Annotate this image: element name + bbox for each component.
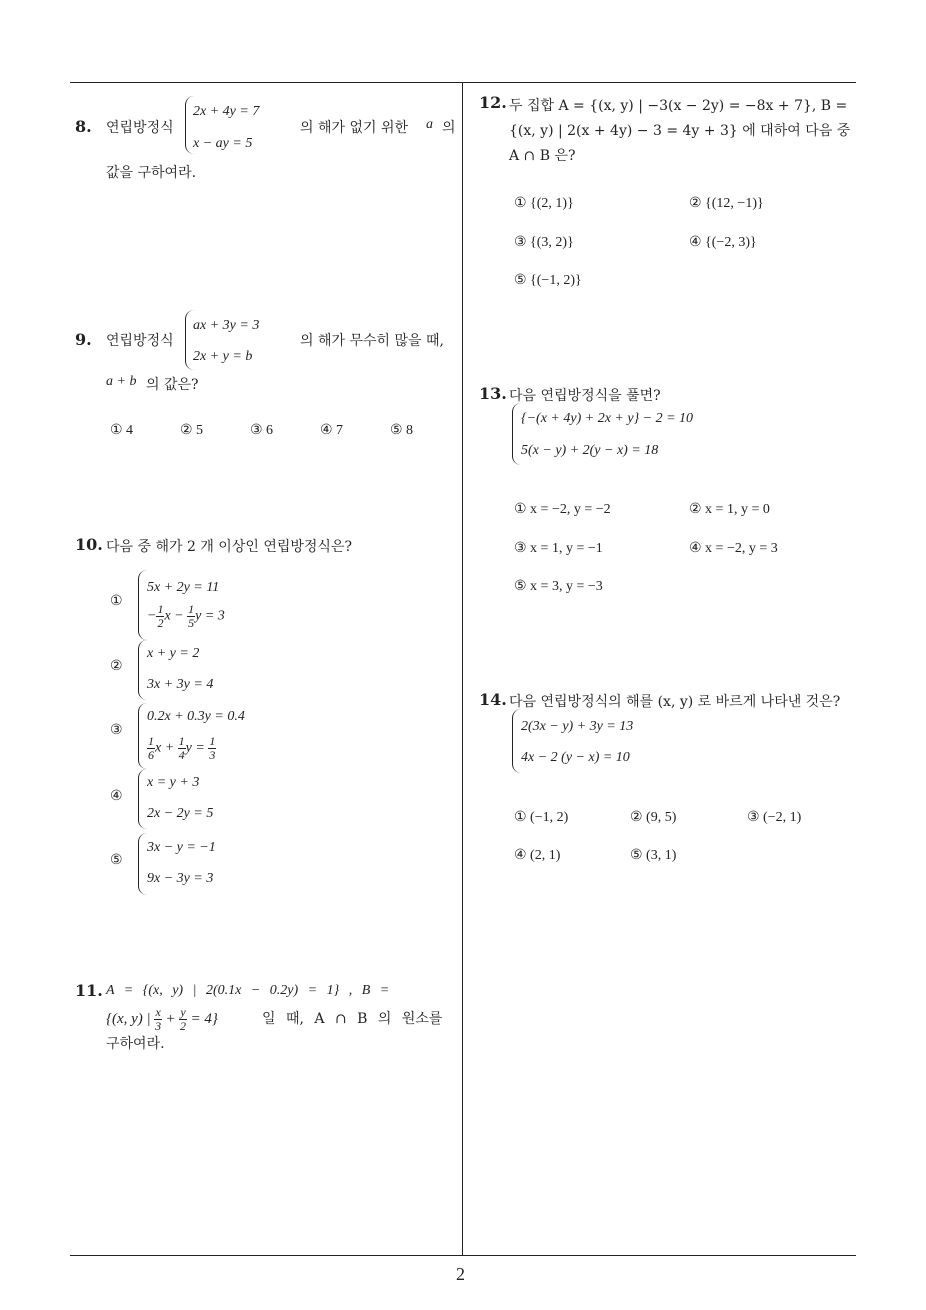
choice-3[interactable]: ③ (−2, 1) [747, 810, 802, 825]
set-a-definition: A = {(x, y) | 2(0.1x − 0.2y) = 1} , B = [106, 983, 390, 998]
choice-3[interactable]: ③ x = 1, y = −1 [514, 541, 603, 556]
system-brace [138, 833, 147, 895]
fraction: $\frac{y}{2}$ [180, 1005, 187, 1033]
choice-5[interactable]: ⑤ x = 3, y = −3 [514, 579, 603, 594]
column-divider [462, 82, 463, 1256]
choice-4[interactable]: ④ x = −2, y = 3 [689, 541, 778, 556]
choice-1[interactable]: ① x = −2, y = −2 [514, 502, 611, 517]
question-text: 다음 중 해가 2 개 이상인 연립방정식은? [106, 539, 352, 555]
equation-1: 2(3x − y) + 3y = 13 [521, 719, 634, 734]
question-text: 다음 연립방정식의 해를 (x, y) 로 바르게 나타낸 것은? [509, 694, 841, 710]
question-text: 연립방정식 [106, 120, 174, 136]
question-number: 12. [479, 93, 507, 112]
choice-marker: ① [110, 594, 123, 609]
equation-2: 5(x − y) + 2(y − x) = 18 [521, 443, 659, 458]
equation-part: y = 3 [195, 608, 225, 624]
fraction: $\frac{1}{4}$ [178, 734, 185, 762]
equation-1: 0.2x + 0.3y = 0.4 [147, 709, 245, 724]
equation-1: 5x + 2y = 11 [147, 580, 220, 595]
equation-2: 2x − 2y = 5 [147, 806, 214, 821]
equation-2: x − ay = 5 [193, 136, 253, 151]
choice-3[interactable]: ③ 6 [250, 423, 274, 438]
choice-marker: ③ [110, 723, 123, 738]
question-number: 8. [75, 117, 92, 136]
choice-2[interactable]: ② {(12, −1)} [689, 196, 764, 211]
equation-1: 3x − y = −1 [147, 840, 216, 855]
question-number: 10. [75, 535, 103, 554]
math-variable: a [426, 117, 433, 132]
question-text: 의 해가 무수히 많을 때, [300, 333, 444, 349]
math-expression: a + b [106, 374, 137, 389]
question-text-line2: {(x, y) | 2(x + 4y) − 3 = 4y + 3} 에 대하여 다음 중 [509, 123, 851, 139]
equation-2: 4x − 2 (y − x) = 10 [521, 750, 630, 765]
system-brace [138, 640, 147, 700]
equation-2 [147, 735, 216, 762]
set-b-definition [106, 1006, 218, 1033]
choice-1[interactable]: ① {(2, 1)} [514, 196, 574, 211]
choice-2[interactable]: ② 5 [180, 423, 204, 438]
question-text: 의 [442, 120, 456, 136]
choice-5[interactable]: ⑤ (3, 1) [630, 848, 677, 863]
set-part: = 4} [190, 1010, 218, 1027]
question-text: 의 해가 없기 위한 [300, 120, 409, 136]
choice-2[interactable]: ② x = 1, y = 0 [689, 502, 770, 517]
system-brace [512, 403, 521, 465]
question-text-line3: 구하여라. [106, 1036, 165, 1052]
question-text-line2: 의 값은? [146, 377, 199, 393]
fraction: $\frac{1}{3}$ [209, 734, 216, 762]
choice-4[interactable]: ④ {(−2, 3)} [689, 235, 757, 250]
fraction: $\frac{1}{2}$ [157, 602, 164, 630]
system-brace [138, 703, 147, 769]
fraction: $\frac{x}{3}$ [155, 1005, 162, 1033]
question-number: 11. [75, 981, 103, 1000]
minus-sign: − [147, 608, 157, 624]
equation-2: 9x − 3y = 3 [147, 871, 214, 886]
choice-1[interactable]: ① 4 [110, 423, 134, 438]
equation-1: x = y + 3 [147, 775, 200, 790]
equation-1: {−(x + 4y) + 2x + y} − 2 = 10 [521, 411, 694, 426]
choice-5[interactable]: ⑤ {(−1, 2)} [514, 273, 582, 288]
equation-part: y = [185, 740, 205, 756]
question-text-line1: 두 집합 A = {(x, y) | −3(x − 2y) = −8x + 7}, B = [509, 98, 848, 114]
question-text-line2: 값을 구하여라. [106, 165, 197, 181]
question-text-line3: A ∩ B 은? [509, 148, 576, 164]
fraction: $\frac{1}{5}$ [188, 602, 195, 630]
choice-3[interactable]: ③ {(3, 2)} [514, 235, 574, 250]
system-brace [138, 570, 147, 640]
bottom-rule [70, 1255, 856, 1256]
equation-1: 2x + 4y = 7 [193, 104, 260, 119]
equation-2: 2x + y = b [193, 349, 253, 364]
fraction: $\frac{1}{6}$ [148, 734, 154, 762]
choice-5[interactable]: ⑤ 8 [390, 423, 414, 438]
choice-marker: ② [110, 659, 123, 674]
plus-sign: + [165, 1010, 176, 1027]
equation-2: 3x + 3y = 4 [147, 677, 214, 692]
choice-1[interactable]: ① (−1, 2) [514, 810, 569, 825]
question-text: 다음 연립방정식을 풀면? [509, 388, 661, 404]
choice-marker: ④ [110, 789, 123, 804]
choice-4[interactable]: ④ (2, 1) [514, 848, 561, 863]
equation-1: ax + 3y = 3 [193, 318, 260, 333]
question-text: 연립방정식 [106, 333, 174, 349]
equation-1: x + y = 2 [147, 646, 200, 661]
page-number: 2 [456, 1264, 465, 1284]
choice-marker: ⑤ [110, 853, 123, 868]
question-number: 9. [75, 330, 92, 349]
set-part: {(x, y) | [106, 1010, 151, 1027]
choice-4[interactable]: ④ 7 [320, 423, 344, 438]
equation-part: x − [164, 608, 184, 624]
equation-part: x + [155, 740, 175, 756]
equation-2 [147, 603, 225, 630]
choice-2[interactable]: ② (9, 5) [630, 810, 677, 825]
system-brace [138, 769, 147, 829]
question-text: 일 때, A ∩ B 의 원소를 [262, 1011, 443, 1027]
system-brace [512, 709, 521, 773]
question-number: 14. [479, 690, 507, 709]
question-number: 13. [479, 384, 507, 403]
